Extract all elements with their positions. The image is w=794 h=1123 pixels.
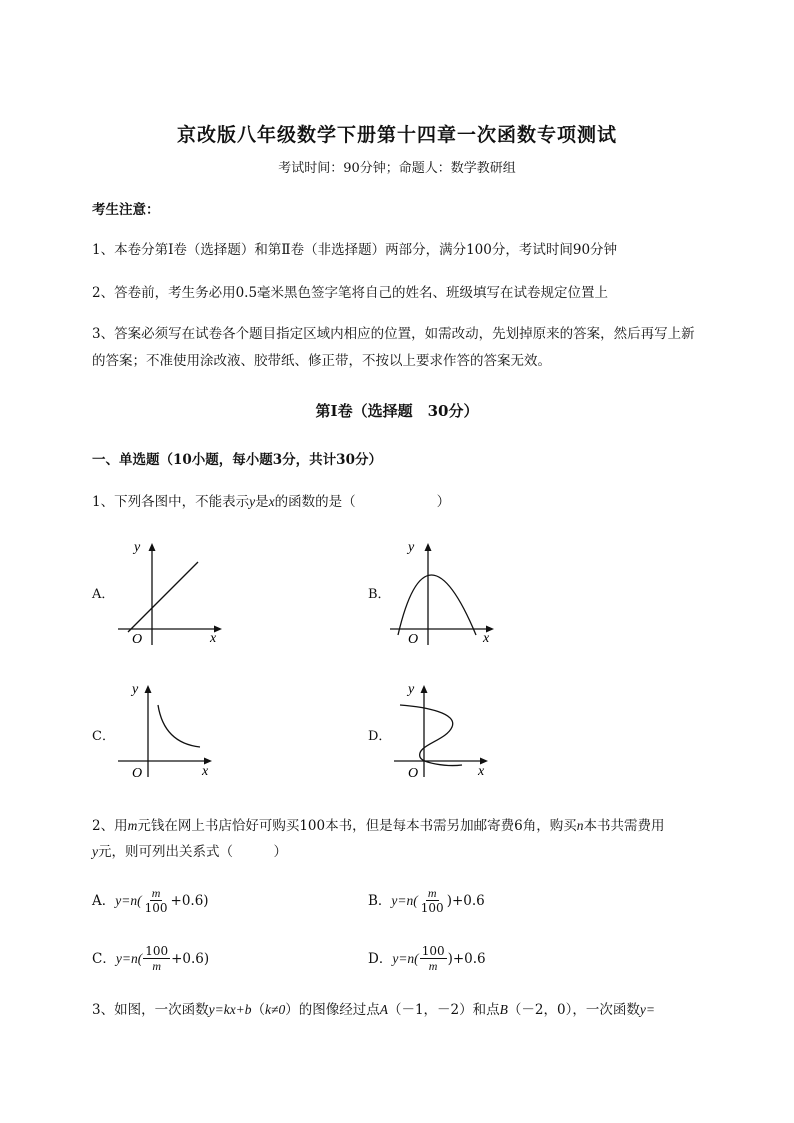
expr-lhs: y=n( [392, 950, 419, 966]
origin-label: O [132, 632, 143, 647]
y-axis-label: y [134, 540, 141, 555]
q1-text-c: 的函数的是（ ） [274, 494, 451, 510]
q2-text-a: 2、用 [92, 818, 128, 834]
notice-item-2: 2、答卷前，考生务必用0.5毫米黑色签字笔将自己的姓名、班级填写在试卷规定位置上 [92, 285, 609, 301]
fraction [143, 886, 170, 915]
q3-text-a: 3、如图，一次函数 [92, 1002, 209, 1018]
q2-var-y: y [92, 844, 98, 859]
notice-item-1: 1、本卷分第I卷（选择题）和第Ⅱ卷（非选择题）两部分，满分100分，考试时间90分钟 [92, 242, 618, 258]
graph-c-curve [158, 705, 200, 747]
q3-point-b: B [499, 1002, 508, 1017]
q1-graph-c [110, 677, 230, 793]
q1-text-a: 1、下列各图中，不能表示 [92, 494, 250, 510]
denominator: m [152, 959, 161, 973]
q1-option-b-label[interactable]: B． [368, 587, 391, 602]
expr-tail: +0.6) [170, 892, 209, 909]
q3-coord-a: （－1，－2）和点 [387, 1002, 500, 1018]
fraction [420, 944, 447, 973]
q2-text-b: 元钱在网上书店恰好可购买100本书，但是每本书需另加邮寄费6角，购买 [137, 818, 577, 834]
numerator: m [427, 886, 437, 900]
q2-option-a[interactable] [92, 886, 209, 915]
numerator: m [151, 886, 161, 900]
q1-var-y: y [249, 494, 256, 509]
expr-lhs: y=n( [391, 892, 418, 908]
notice-item-3-line2: 的答案；不准使用涂改液、胶带纸、修正带，不按以上要求作答的答案无效。 [92, 353, 551, 369]
q1-var-x: x [268, 494, 275, 509]
q1-option-a-label[interactable]: A． [92, 587, 115, 602]
q2-text-c: 本书共需费用 [583, 818, 665, 834]
option-label: D． [368, 950, 393, 967]
notice-item-3-line1: 3、答案必须写在试卷各个题目指定区域内相应的位置，如需改动，先划掉原来的答案，然后再写上新 [92, 326, 695, 342]
x-axis-label: x [483, 631, 490, 646]
y-axis-arrow-icon [149, 543, 156, 551]
graph-d-curve [400, 705, 462, 766]
numerator: 100 [421, 944, 445, 958]
denominator: 100 [420, 901, 444, 915]
question-2-stem-line2 [92, 842, 287, 862]
expr-lhs: y=n( [115, 950, 143, 966]
option-label: A． [92, 892, 116, 909]
section-title: 第I卷（选择题 30分） [315, 402, 479, 420]
expr-tail: )+0.6 [446, 892, 485, 909]
expr-tail: )+0.6 [447, 950, 486, 967]
x-axis-label: x [202, 764, 209, 779]
q2-var-n: n [576, 818, 584, 833]
q3-text-b: （ [251, 1002, 266, 1018]
fraction [143, 944, 170, 973]
part-title: 一、单选题（10小题，每小题3分，共计30分） [92, 452, 382, 468]
q3-expr: y=kx+b [208, 1002, 252, 1017]
y-axis-arrow-icon [145, 685, 152, 693]
expr-lhs: y=n( [115, 892, 142, 908]
page-title: 京改版八年级数学下册第十四章一次函数专项测试 [176, 124, 617, 146]
q1-graph-d [386, 677, 506, 793]
q3-text-c: ）的图像经过点 [285, 1002, 380, 1018]
y-axis-label: y [132, 682, 139, 697]
origin-label: O [408, 766, 419, 781]
q1-text-b: 是 [255, 494, 269, 510]
q3-coord-b: （－2，0），一次函数 [507, 1002, 640, 1018]
q2-option-d[interactable] [368, 944, 486, 973]
q3-cond: k≠0 [265, 1002, 286, 1017]
graph-a-line [128, 562, 198, 632]
q2-var-m: m [127, 818, 138, 833]
y-axis-label: y [408, 682, 415, 697]
origin-label: O [132, 766, 143, 781]
q1-graph-a [110, 535, 230, 651]
question-1-stem [92, 492, 450, 512]
notice-heading: 考生注意： [92, 202, 160, 218]
denominator: m [428, 959, 438, 973]
q2-text-d: 元，则可列出关系式（ ） [98, 844, 287, 860]
origin-label: O [408, 632, 419, 647]
q1-option-d-label[interactable]: D． [368, 729, 392, 744]
y-axis-label: y [408, 540, 415, 555]
fraction [419, 886, 446, 915]
q3-tail: y= [639, 1002, 655, 1017]
y-axis-arrow-icon [421, 685, 428, 693]
x-axis-label: x [210, 631, 217, 646]
expr-tail: +0.6) [171, 950, 210, 967]
x-axis-label: x [478, 764, 485, 779]
y-axis-arrow-icon [425, 543, 432, 551]
exam-info: 考试时间：90分钟；命题人：数学教研组 [278, 161, 516, 176]
q2-option-b[interactable] [368, 886, 485, 915]
option-label: B． [368, 892, 392, 909]
graph-b-parabola [398, 575, 476, 635]
option-label: C． [92, 950, 116, 967]
q2-option-c[interactable] [92, 944, 209, 973]
question-2-stem-line1 [92, 816, 664, 836]
question-3-stem [92, 1000, 655, 1020]
q1-graph-b [386, 535, 506, 651]
denominator: 100 [144, 901, 168, 915]
numerator: 100 [145, 944, 169, 958]
q3-point-a: A [379, 1002, 388, 1017]
q1-option-c-label[interactable]: C． [92, 729, 115, 744]
